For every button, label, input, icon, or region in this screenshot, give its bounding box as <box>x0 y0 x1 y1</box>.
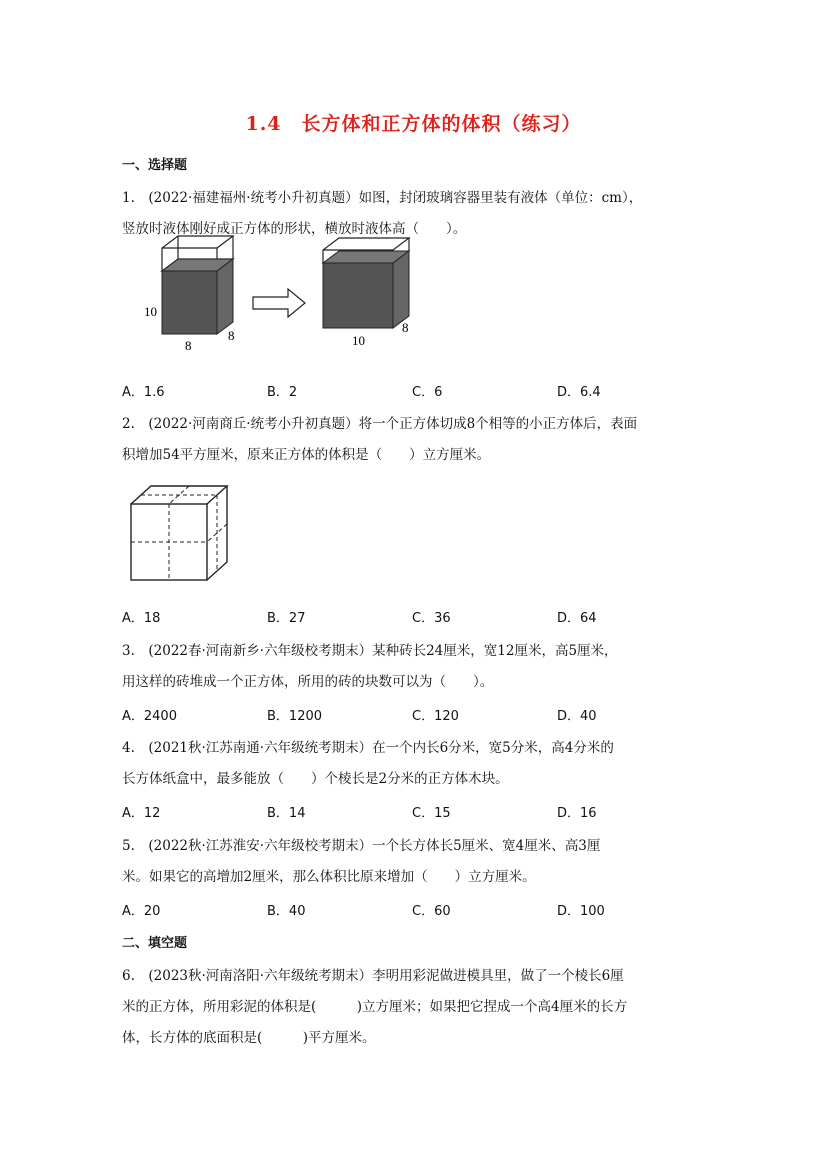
q1-option-b: B．2 <box>267 385 298 400</box>
arrow-icon <box>253 289 305 317</box>
q1-text-line-1: 1. (2022·福建福州·统考小升初真题）如图，封闭玻璃容器里装有液体（单位：cm）， <box>122 190 643 206</box>
q2-option-a: A．18 <box>122 611 161 626</box>
section-fill-heading: 二、填空题 <box>122 936 188 951</box>
q1-option-c: C．6 <box>412 385 443 400</box>
q2-text-line-1: 2. (2022·河南商丘·统考小升初真题）将一个正方体切成8个相等的小正方体后，表面 <box>122 416 638 432</box>
section-choice-heading: 一、选择题 <box>122 158 188 173</box>
q1-option-d: D．6.4 <box>557 385 601 400</box>
q2-option-b: B．27 <box>267 611 306 626</box>
left-bottom-label: 8 <box>185 338 192 353</box>
q5-text-line-1: 5. (2022秋·江苏淮安·六年级校考期末）一个长方体长5厘米、宽4厘米、高3厘 <box>122 838 601 854</box>
upright-liquid <box>162 259 233 334</box>
q4-option-d: D．16 <box>557 806 597 821</box>
q3-option-c: C．120 <box>412 709 459 724</box>
q4-option-a: A．12 <box>122 806 161 821</box>
q1-text-line-2: 竖放时液体刚好成正方体的形状，横放时液体高（ ）。 <box>122 221 467 237</box>
q5-option-a: A．20 <box>122 904 161 919</box>
q3-option-d: D．40 <box>557 709 597 724</box>
q1-option-a: A．1.6 <box>122 385 165 400</box>
q4-text-line-2: 长方体纸盒中，最多能放（ ）个棱长是2分米的正方体木块。 <box>122 771 509 787</box>
q5-option-c: C．60 <box>412 904 451 919</box>
q6-text-line-2: 米的正方体，所用彩泥的体积是( )立方厘米；如果把它捏成一个高4厘米的长方 <box>122 999 628 1015</box>
right-bottom-label: 10 <box>352 333 365 348</box>
q3-option-b: B．1200 <box>267 709 323 724</box>
q4-option-c: C．15 <box>412 806 451 821</box>
q5-option-d: D．100 <box>557 904 605 919</box>
right-depth-label: 8 <box>402 320 409 335</box>
q4-option-b: B．14 <box>267 806 306 821</box>
q2-cube-figure <box>128 482 233 587</box>
q2-option-d: D．64 <box>557 611 597 626</box>
q2-text-line-2: 积增加54平方厘米，原来正方体的体积是（ ）立方厘米。 <box>122 447 491 463</box>
left-depth-label: 8 <box>228 328 235 343</box>
q6-text-line-1: 6. (2023秋·河南洛阳·六年级统考期末）李明用彩泥做进模具里，做了一个棱长6厘 <box>122 968 624 984</box>
q5-text-line-2: 米。如果它的高增加2厘米，那么体积比原来增加（ ）立方厘米。 <box>122 869 536 885</box>
q4-text-line-1: 4. (2021秋·江苏南通·六年级统考期末）在一个内长6分米，宽5分米，高4分米的 <box>122 740 614 756</box>
q3-option-a: A．2400 <box>122 709 177 724</box>
q1-container-figure <box>140 228 440 353</box>
q3-text-line-1: 3. (2022春·河南新乡·六年级校考期末）某种砖长24厘米，宽12厘米，高5厘米， <box>122 643 618 659</box>
lying-liquid <box>323 251 409 328</box>
q3-text-line-2: 用这样的砖堆成一个正方体，所用的砖的块数可以为（ ）。 <box>122 674 494 690</box>
q6-text-line-3: 体，长方体的底面积是( )平方厘米。 <box>122 1030 376 1046</box>
q5-option-b: B．40 <box>267 904 306 919</box>
left-height-label: 10 <box>144 304 157 319</box>
page-title: 1.4 长方体和正方体的体积（练习） <box>245 113 582 135</box>
q2-option-c: C．36 <box>412 611 451 626</box>
